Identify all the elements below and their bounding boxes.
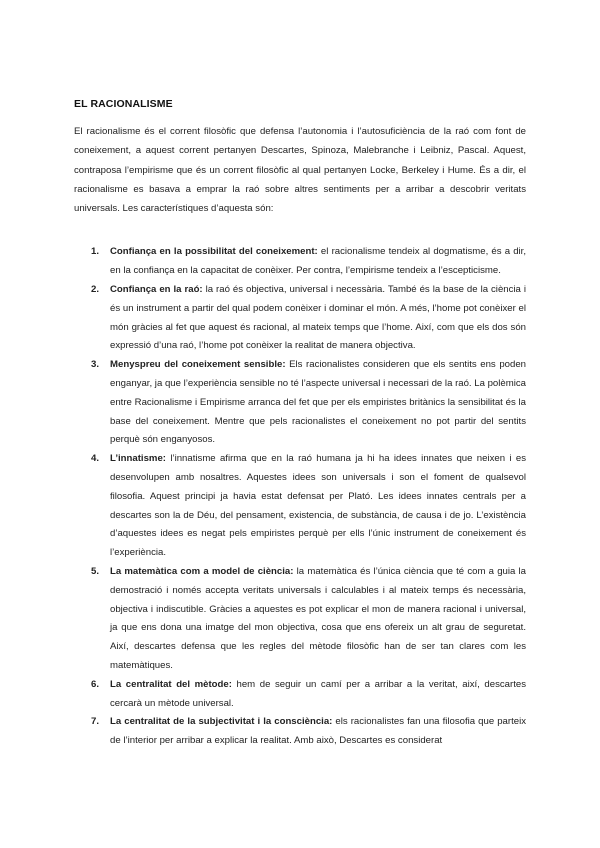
list-item bbox=[74, 243, 526, 281]
list-item-text: l’innatisme afirma que en la raó humana ja hi ha idees innates que neixen i es desenvolupen amb nosaltres. Aquestes idees son universals i son el foment de qualsevol filosofia. Aquest principi ja havia estat defensat per Plató. Les idees innates centrals per a descartes son la de Déu, del pensament, existencia, de substància, de causa i de jo. L’existència d’aquestes idees es negat pels empiristes perquè per ells l’únic instrument de coneixement és l’experiència. bbox=[110, 453, 526, 559]
list-item-number: 3. bbox=[91, 359, 100, 371]
list-item-text: els racionalistes fan una filosofia que parteix de l’interior per arribar a explicar la realitat. Amb això, Descartes es considerat bbox=[110, 716, 526, 747]
intro-paragraph: El racionalisme és el corrent filosòfic que defensa l’autonomia i l’autosuficiència de la raó com font de coneixement, a aquest corrent pertanyen Descartes, Spinoza, Malebranche i Leibniz, Pascal. Aquest, contraposa l’empirisme que és un corrent filosòfic al qual pertanyen Locke, Berkeley i Hume. És a dir, el racionalisme es basava a emprar la raó sobre altres sentiments per a arribar a descobrir veritats universals. Les característiques d’aquesta són: bbox=[74, 126, 526, 215]
list-item-text: el racionalisme tendeix al dogmatisme, és a dir, en la confiança en la capacitat de conèixer. Per contra, l’empirisme tendeix a l’escepticisme. bbox=[110, 246, 527, 277]
list-item-text: la matemàtica és l’única ciència que té com a guia la demostració i només accepta veritats universals i calculables i al mateix temps és necessària, objectiva i indiscutible. Gràcies a aquestes es pot explicar el mon de manera racional i universal, ja que ens dona una imatge del mon objectiva, cosa que ens ofereix un alt grau de seguretat. Així, descartes defensa que les regles del mètode filosòfic han de ser tan clares com les matemàtiques. bbox=[110, 566, 526, 672]
list-item-text: Els racionalistes consideren que els sentits ens poden enganyar, ja que l’experiència sensible no té l’aspecte universal i necessari de la raó. La polèmica entre Racionalisme i Empirisme arranca del fet que per els empiristes britànics la sensibilitat és la base del coneixement. Mentre que pels racionalistes el coneixement no pot partir del sentits perquè són enganyosos. bbox=[110, 359, 526, 446]
list-item-number: 7. bbox=[91, 716, 100, 728]
list-item-number: 4. bbox=[91, 453, 100, 465]
document-title: EL RACIONALISME bbox=[74, 98, 173, 110]
characteristics-list bbox=[74, 243, 526, 751]
list-item-term: La centralitat de la subjectivitat i la consciència: bbox=[110, 716, 333, 728]
list-item-number: 2. bbox=[91, 284, 100, 296]
list-item-term: Menyspreu del coneixement sensible: bbox=[110, 359, 286, 371]
list-item-term: Confiança en la raó: bbox=[110, 284, 203, 296]
list-item-text: la raó és objectiva, universal i necessària. També és la base de la ciència i és un instrument a partir del qual podem conèixer i dominar el món. A més, l’home pot conèixer el món gràcies al fet que aquest és racional, al mateix temps que l’home. Així, com que els dos són expressió d’una raó, l’home pot conèixer la realitat de manera objectiva. bbox=[110, 284, 526, 352]
list-item bbox=[74, 713, 526, 751]
list-item-term: La centralitat del mètode: bbox=[110, 678, 232, 690]
list-item-term: Confiança en la possibilitat del coneixement: bbox=[110, 246, 318, 258]
list-item bbox=[74, 676, 526, 714]
list-item-term: L’innatisme: bbox=[110, 453, 166, 465]
list-item bbox=[74, 563, 526, 676]
list-item bbox=[74, 281, 526, 356]
list-item bbox=[74, 356, 526, 450]
list-item-number: 1. bbox=[91, 246, 100, 258]
list-item-text: hem de seguir un camí per a arribar a la veritat, així, descartes cercarà un mètode universal. bbox=[110, 678, 526, 709]
list-item-number: 5. bbox=[91, 566, 100, 578]
list-item bbox=[74, 450, 526, 563]
list-item-term: La matemàtica com a model de ciència: bbox=[110, 566, 294, 578]
list-item-number: 6. bbox=[91, 678, 100, 690]
